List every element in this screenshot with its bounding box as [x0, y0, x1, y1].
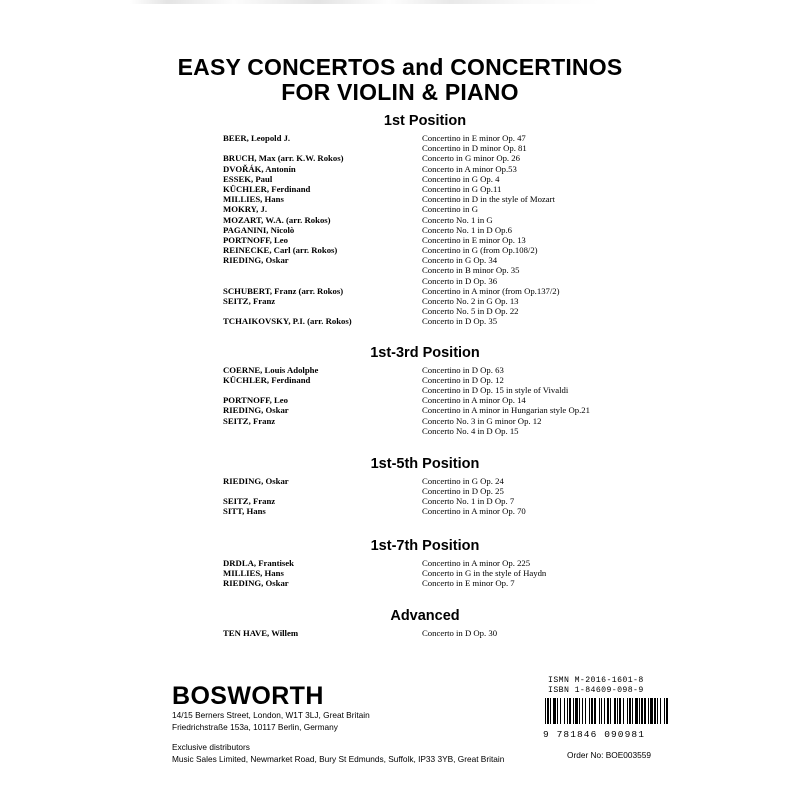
- section-gap: [0, 436, 800, 455]
- section-rows: [0, 365, 800, 436]
- work-title: Concertino in A minor Op. 14: [422, 395, 526, 406]
- catalogue-entry: [223, 235, 800, 245]
- catalogue-entry: [223, 184, 800, 194]
- catalogue-entry: [223, 133, 800, 143]
- work-title: Concertino in A minor Op. 70: [422, 506, 526, 517]
- composer-name: PAGANINI, Nicolò: [223, 224, 295, 235]
- catalogue-entry: [223, 286, 800, 296]
- section-gap: [0, 588, 800, 607]
- work-title: Concerto No. 4 in D Op. 15: [422, 425, 519, 436]
- section-3: [0, 455, 800, 517]
- work-title: Concertino in D minor Op. 81: [422, 143, 527, 154]
- composer-name: TEN HAVE, Willem: [223, 628, 299, 639]
- composer-name: SCHUBERT, Franz (arr. Rokos): [223, 285, 344, 296]
- catalogue-entry: [223, 476, 800, 486]
- page-title: [0, 55, 800, 105]
- section-rows: [0, 133, 800, 327]
- composer-name: MOZART, W.A. (arr. Rokos): [223, 214, 331, 225]
- catalogue-entry: [223, 153, 800, 163]
- section-heading: 1st-3rd Position: [370, 344, 480, 361]
- catalogue-entry: [223, 215, 800, 225]
- composer-name: MILLIES, Hans: [223, 194, 284, 205]
- isbn-number: ISBN 1-84609-098-9: [548, 685, 644, 695]
- work-title: Concertino in A minor Op. 225: [422, 557, 531, 568]
- catalogue-entry: [223, 265, 800, 275]
- section-rows: [0, 628, 800, 638]
- work-title: Concerto No. 2 in G Op. 13: [422, 296, 519, 306]
- section-2: [0, 344, 800, 436]
- distributors-address: Music Sales Limited, Newmarket Road, Bury St Edmunds, Suffolk, IP33 3YB, Great Britain: [172, 753, 505, 764]
- catalogue-entry: [223, 306, 800, 316]
- composer-name: BRUCH, Max (arr. K.W. Rokos): [223, 153, 344, 164]
- work-title: Concerto in B minor Op. 35: [422, 265, 520, 276]
- catalogue-entry: [223, 558, 800, 568]
- catalogue-entry: [223, 164, 800, 174]
- work-title: Concertino in A minor in Hungarian style Op.21: [422, 405, 590, 416]
- catalogue-entry: [223, 486, 800, 496]
- catalogue-entry: [223, 628, 800, 638]
- address-line-london: 14/15 Berners Street, London, W1T 3LJ, Great Britain: [172, 710, 370, 720]
- composer-name: SEITZ, Franz: [223, 296, 276, 306]
- work-title: Concerto in D Op. 30: [422, 628, 498, 639]
- order-number: Order No: BOE003559: [567, 750, 651, 760]
- work-title: Concertino in E minor Op. 13: [422, 234, 526, 245]
- composer-name: REINECKE, Carl (arr. Rokos): [223, 245, 338, 256]
- catalogue-entry: [223, 365, 800, 375]
- distributors-label: Exclusive distributors: [172, 742, 250, 752]
- section-rows: [0, 476, 800, 517]
- section-gap: [0, 517, 800, 537]
- work-title: Concertino in D Op. 25: [422, 486, 504, 497]
- catalogue-entry: [223, 143, 800, 153]
- ismn-number: ISMN M-2016-1601-8: [548, 676, 644, 685]
- distributors-block: [172, 742, 504, 765]
- composer-name: KÜCHLER, Ferdinand: [223, 374, 311, 385]
- composer-name: RIEDING, Oskar: [223, 475, 289, 486]
- catalogue-entry: [223, 245, 800, 255]
- catalogue-entry: [223, 416, 800, 426]
- section-4: [0, 537, 800, 589]
- identifier-numbers: [540, 676, 690, 695]
- catalogue-entry: [223, 506, 800, 516]
- catalogue-entry: [223, 568, 800, 578]
- catalogue-entry: [223, 496, 800, 506]
- work-title: Concertino in E minor Op. 47: [422, 133, 526, 143]
- barcode-icon: [545, 698, 669, 724]
- composer-name: PORTNOFF, Leo: [223, 234, 289, 245]
- title-line-1: EASY CONCERTOS and CONCERTINOS: [177, 54, 623, 80]
- composer-name: MILLIES, Hans: [223, 567, 284, 578]
- work-title: Concertino in D Op. 15 in style of Vivaldi: [422, 384, 569, 395]
- catalogue-entry: [223, 225, 800, 235]
- work-title: Concertino in G: [422, 204, 478, 215]
- title-line-2: FOR VIOLIN & PIANO: [281, 79, 519, 105]
- work-title: Concertino in G (from Op.108/2): [422, 245, 538, 256]
- composer-name: SEITZ, Franz: [223, 496, 276, 507]
- work-title: Concerto in G in the style of Haydn: [422, 567, 547, 578]
- composer-name: BEER, Leopold J.: [223, 133, 291, 143]
- barcode-cluster: [540, 676, 690, 760]
- catalogue-entry: [223, 204, 800, 214]
- section-gap: [0, 327, 800, 344]
- work-title: Concerto in E minor Op. 7: [422, 578, 515, 588]
- work-title: Concertino in G Op. 24: [422, 475, 504, 486]
- catalogue-entry: [223, 296, 800, 306]
- barcode-digits: 9 781846 090981: [543, 729, 646, 740]
- catalogue-entry: [223, 276, 800, 286]
- composer-name: DRDLA, Frantisek: [223, 557, 294, 568]
- catalogue-entry: [223, 316, 800, 326]
- section-heading: 1st Position: [383, 113, 467, 129]
- work-title: Concerto No. 3 in G minor Op. 12: [422, 415, 542, 426]
- section-5: [0, 607, 800, 638]
- catalogue-entry: [223, 395, 800, 405]
- composer-name: COERNE, Louis Adolphe: [223, 364, 319, 375]
- work-title: Concertino in A minor (from Op.137/2): [422, 285, 560, 296]
- catalogue-entry: [223, 194, 800, 204]
- address-line-berlin: Friedrichstraße 153a, 10117 Berlin, Germany: [172, 721, 338, 732]
- composer-name: ESSEK, Paul: [223, 173, 273, 184]
- catalogue-entry: [223, 255, 800, 265]
- composer-name: DVOŘÁK, Antonín: [223, 163, 296, 174]
- catalogue-entry: [223, 405, 800, 415]
- composer-name: SEITZ, Franz: [223, 415, 276, 426]
- work-title: Concertino in D Op. 63: [422, 364, 504, 375]
- catalogue-entry: [223, 426, 800, 436]
- section-rows: [0, 558, 800, 589]
- scan-artifact: [130, 0, 600, 4]
- work-title: Concertino in G Op. 4: [422, 173, 500, 184]
- publisher-address: [172, 710, 370, 733]
- composer-name: SITT, Hans: [223, 506, 266, 517]
- section-heading: Advanced: [390, 608, 460, 625]
- publisher-logo: BOSWORTH: [172, 682, 324, 710]
- catalogue-entry: [223, 174, 800, 184]
- composer-name: TCHAIKOVSKY, P.I. (arr. Rokos): [223, 316, 352, 327]
- section-heading: 1st-5th Position: [370, 455, 480, 472]
- work-title: Concerto in A minor Op.53: [422, 163, 517, 174]
- work-title: Concerto No. 1 in D Op. 7: [422, 496, 515, 507]
- composer-name: PORTNOFF, Leo: [223, 395, 289, 406]
- section-heading: 1st-7th Position: [370, 537, 480, 554]
- work-title: Concerto No. 5 in D Op. 22: [422, 306, 519, 317]
- work-title: Concerto in D Op. 36: [422, 275, 498, 286]
- section-1: [0, 112, 800, 327]
- composer-name: RIEDING, Oskar: [223, 255, 289, 266]
- work-title: Concertino in D Op. 12: [422, 374, 504, 385]
- work-title: Concertino in G Op.11: [422, 183, 502, 194]
- composer-name: KÜCHLER, Ferdinand: [223, 183, 311, 194]
- work-title: Concerto No. 1 in G: [422, 214, 493, 225]
- work-title: Concerto in G minor Op. 26: [422, 153, 520, 164]
- work-title: Concerto No. 1 in D Op.6: [422, 224, 513, 235]
- catalogue-entry: [223, 385, 800, 395]
- work-title: Concerto in G Op. 34: [422, 255, 498, 266]
- work-title: Concerto in D Op. 35: [422, 316, 498, 327]
- catalogue-entry: [223, 578, 800, 588]
- composer-name: RIEDING, Oskar: [223, 405, 289, 416]
- catalogue-listing: [0, 112, 800, 638]
- composer-name: RIEDING, Oskar: [223, 578, 289, 588]
- work-title: Concertino in D in the style of Mozart: [422, 194, 555, 205]
- catalogue-entry: [223, 375, 800, 385]
- composer-name: MOKRY, J.: [223, 204, 268, 215]
